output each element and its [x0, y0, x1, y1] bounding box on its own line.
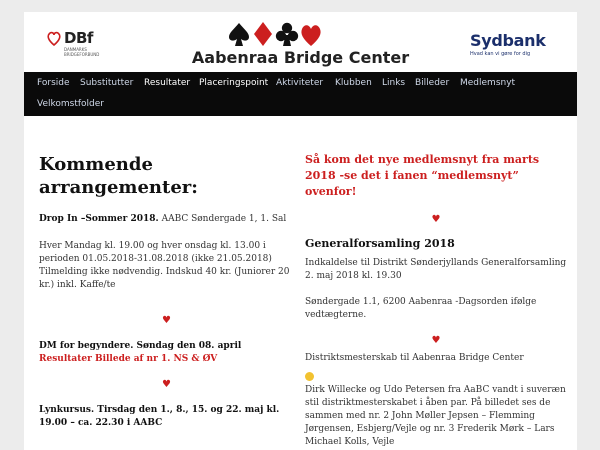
- heart-divider-icon: ♥: [431, 335, 441, 346]
- nav-item-billeder[interactable]: Billeder: [415, 78, 450, 88]
- heart-divider-icon: ♥: [162, 379, 171, 390]
- right-column: [305, 152, 567, 449]
- heart-icon: [301, 25, 320, 46]
- main-content: [24, 116, 577, 450]
- dropin-title: Drop In –Sommer 2018.: [39, 214, 159, 224]
- dropin-entry: [39, 213, 294, 226]
- dbf-logo-subtext: DANMARKS BRIDGEFORBUND: [64, 47, 100, 57]
- nav-item-velkomstfolder[interactable]: Velkomstfolder: [37, 99, 105, 109]
- district-championship-title: Distriktsmesterskab til Aabenraa Bridge Center: [305, 353, 524, 363]
- heart-divider-icon: ♥: [431, 214, 441, 225]
- lynkursus-entry: Lynkursus. Tirsdag den 1., 8., 15. og 22. maj kl. 19.00 – ca. 22.30 i AABC: [39, 405, 280, 428]
- spade-icon: [229, 23, 249, 46]
- site-title: Aabenraa Bridge Center: [191, 48, 410, 67]
- general-assembly-invitation: Indkaldelse til Distrikt Sønderjyllands Generalforsamling 2. maj 2018 kl. 19.30: [305, 258, 567, 281]
- newsletter-headline[interactable]: Så kom det nye medlemsnyt fra marts 2018 -se det i fanen “medlemsnyt” ovenfor!: [305, 153, 540, 198]
- nav-item-links[interactable]: Links: [382, 78, 406, 88]
- general-assembly-location: Søndergade 1.1, 6200 Aabenraa -Dagsorden ifølge vedtægterne.: [305, 297, 537, 320]
- nav-item-substitutter[interactable]: Substitutter: [80, 78, 134, 88]
- heart-divider-icon: ♥: [162, 315, 171, 326]
- dbf-logo-text: DBf: [64, 29, 93, 47]
- general-assembly-title: Generalforsamling 2018: [305, 237, 455, 250]
- club-icon: [276, 23, 298, 46]
- dm-beginners-title: DM for begyndere. Søndag den 08. april: [39, 341, 242, 351]
- nav-item-resultater[interactable]: Resultater: [144, 78, 191, 88]
- nav-item-aktiviteter[interactable]: Aktiviteter: [276, 78, 324, 88]
- nav-item-medlemsnyt[interactable]: Medlemsnyt: [460, 78, 516, 88]
- nav-item-placeringspoint[interactable]: Placeringspoint: [199, 78, 269, 88]
- dbf-logo-icon: [46, 30, 62, 46]
- card-suits-logo: [227, 21, 323, 47]
- dm-beginners-links[interactable]: Resultater Billede af nr 1. NS & ØV: [39, 354, 218, 364]
- district-championship-body: Dirk Willecke og Udo Petersen fra AaBC vandt i suveræn stil distriktmesterskabet i åben par. På billedet ses de sammen med nr. 2 John Møller Jepsen – Flemming Jørgensen, Esbjerg/Vejle og nr. 3 Frederik Mørk – Lars Michael Kolls, Vejle: [305, 385, 566, 447]
- sponsor-name: Sydbank: [470, 31, 546, 50]
- page: [24, 12, 577, 450]
- sponsor-tagline: Hvad kan vi gøre for dig: [470, 51, 531, 57]
- nav-item-forside[interactable]: Forside: [37, 78, 70, 88]
- main-navigation: [24, 72, 577, 116]
- dropin-body: Hver Mandag kl. 19.00 og hver onsdag kl. 13.00 i perioden 01.05.2018-31.08.2018 (ikke 21.05.2018) Tilmelding ikke nødvendig. Indskud 40 kr. (Juniorer 20 kr.) inkl. Kaffe/te: [39, 241, 290, 290]
- left-column: [39, 153, 294, 430]
- site-header: [24, 12, 577, 70]
- diamond-icon: [254, 22, 272, 46]
- smiley-icon: [305, 372, 314, 381]
- dropin-address: AABC Søndergade 1, 1. Sal: [158, 214, 287, 224]
- upcoming-events-heading: Kommende arrangementer:: [39, 154, 198, 198]
- nav-item-klubben[interactable]: Klubben: [335, 78, 372, 88]
- sponsor-logo[interactable]: [470, 31, 550, 57]
